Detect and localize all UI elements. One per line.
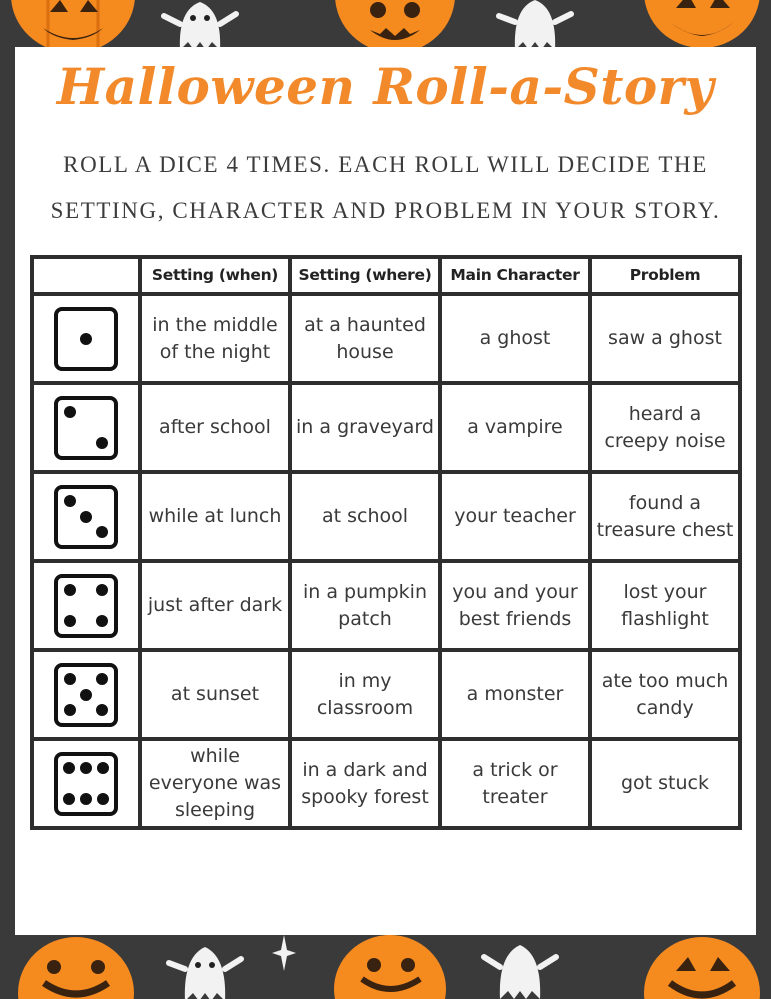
dice-cell [34,385,138,470]
cell-where: in a dark and spooky forest [292,741,438,826]
cell-when: at sunset [142,652,288,737]
header-problem: Problem [592,259,738,292]
dice-pip [96,526,108,538]
dice-5-icon [54,663,118,727]
dice-pip [64,584,76,596]
cell-character: you and your best friends [442,563,588,648]
dice-pip [96,615,108,627]
ghost-icon [160,0,240,50]
table-row [34,474,738,559]
cell-problem: heard a creepy noise [592,385,738,470]
table-row [34,652,738,737]
ghost-icon [480,935,560,999]
cell-when: in the middle of the night [142,296,288,381]
dice-pip [80,762,92,774]
dice-6-icon [54,752,118,816]
instructions-line-2: SETTING, CHARACTER AND PROBLEM IN YOUR STORY. [50,198,721,223]
dice-pip [96,584,108,596]
header-setting-when: Setting (when) [142,259,288,292]
cell-character: a ghost [442,296,588,381]
dice-pip [80,689,92,701]
cell-character: a trick or treater [442,741,588,826]
pumpkin-icon [330,929,450,999]
ghost-icon [165,937,245,999]
dice-cell [34,563,138,648]
bottom-decoration-border [0,929,771,999]
header-row [34,259,738,292]
page-title: Halloween Roll-a-Story [56,57,715,116]
cell-problem: found a treasure chest [592,474,738,559]
cell-problem: lost your flashlight [592,563,738,648]
cell-character: a vampire [442,385,588,470]
cell-problem: saw a ghost [592,296,738,381]
header-dice [34,259,138,292]
dice-pip [97,762,109,774]
cell-character: a monster [442,652,588,737]
pumpkin-icon [14,931,139,999]
dice-4-icon [54,574,118,638]
cell-when: just after dark [142,563,288,648]
dice-pip [80,333,92,345]
dice-cell [34,741,138,826]
dice-cell [34,474,138,559]
dice-pip [64,495,76,507]
story-table [30,255,742,830]
dice-pip [63,762,75,774]
cell-problem: got stuck [592,741,738,826]
ghost-icon [495,0,575,50]
dice-cell [34,652,138,737]
dice-pip [97,793,109,805]
cell-when: after school [142,385,288,470]
dice-2-icon [54,396,118,460]
cell-where: in my classroom [292,652,438,737]
cell-problem: ate too much candy [592,652,738,737]
cell-where: at a haunted house [292,296,438,381]
table-row [34,385,738,470]
cell-character: your teacher [442,474,588,559]
table-row [34,563,738,648]
table-row [34,296,738,381]
dice-pip [80,511,92,523]
dice-pip [96,437,108,449]
worksheet-page [15,47,756,935]
dice-pip [63,793,75,805]
dice-pip [64,615,76,627]
dice-cell [34,296,138,381]
dice-pip [64,673,76,685]
dice-pip [64,704,76,716]
sparkle-icon [272,935,296,971]
cell-where: at school [292,474,438,559]
dice-pip [80,793,92,805]
dice-pip [96,704,108,716]
dice-3-icon [54,485,118,549]
dice-1-icon [54,307,118,371]
dice-pip [96,673,108,685]
pumpkin-icon [640,931,765,999]
header-main-character: Main Character [442,259,588,292]
header-setting-where: Setting (where) [292,259,438,292]
table-row [34,741,738,826]
cell-where: in a pumpkin patch [292,563,438,648]
dice-pip [64,406,76,418]
cell-when: while at lunch [142,474,288,559]
cell-where: in a graveyard [292,385,438,470]
instructions-line-1: ROLL A DICE 4 TIMES. EACH ROLL WILL DECIDE THE [63,152,708,177]
cell-when: while everyone was sleeping [142,741,288,826]
